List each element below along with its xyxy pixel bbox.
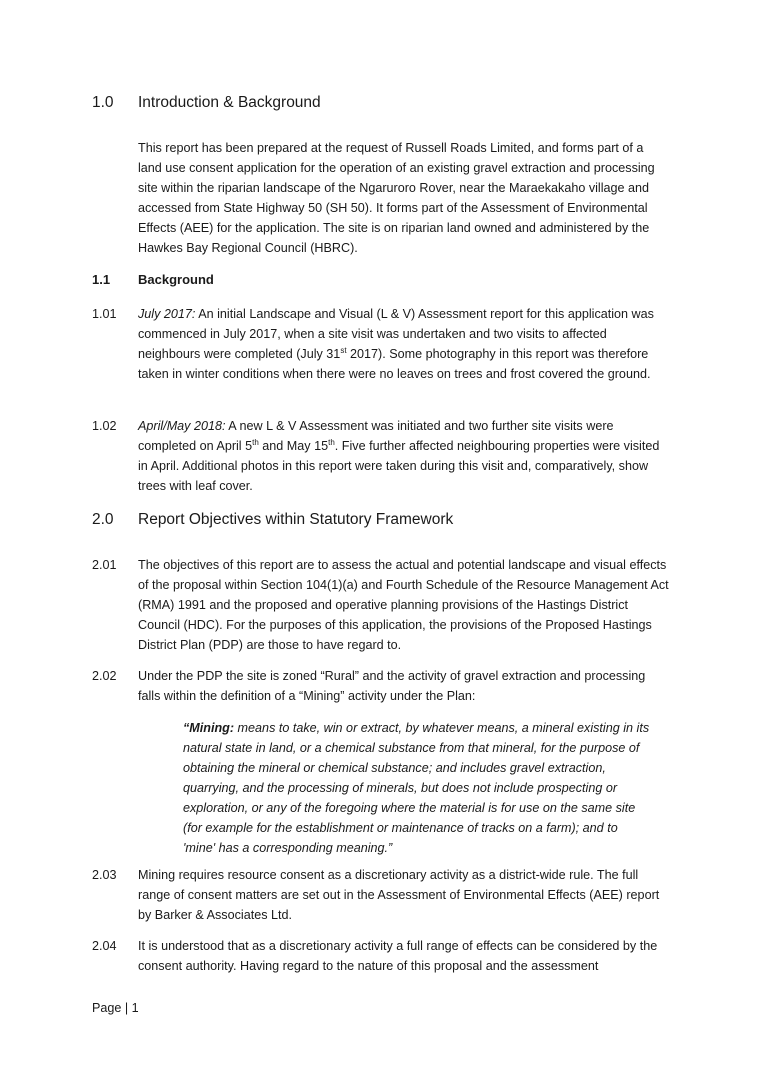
paragraph-1-01 <box>138 304 670 384</box>
paragraph-text: . Five further affected neighbouring properties were visited in April. Additional photos in this report were taken during this visit and, comparatively, show trees with leaf cover. <box>138 439 660 493</box>
paragraph-1-02 <box>138 416 670 496</box>
paragraph-lead: July 2017: <box>138 307 196 321</box>
paragraph-number: 2.02 <box>92 669 117 683</box>
paragraph-text: 2017). Some photography in this report was therefore taken in winter conditions when there were no leaves on trees and frost covered the ground. <box>138 347 651 381</box>
paragraph-2-03: Mining requires resource consent as a discretionary activity as a district-wide rule. The full range of consent matters are set out in the Assessment of Environmental Effects (AEE) report by Barker & Associates Ltd. <box>138 868 660 922</box>
paragraph-number: 2.01 <box>92 558 117 572</box>
definition-text: means to take, win or extract, by whatever means, a mineral existing in its natural state in land, or a chemical substance from that mineral, for the purpose of obtaining the mineral or chemical substance; and includes gravel extraction, quarrying, and the processing of minerals, but does not include prospecting or exploration, or any of the foregoing where the material is for use on the same site (for example for the establishment or maintenance of tracks on a farm); and to 'mine' has a corresponding meaning.” <box>183 721 650 855</box>
section-title: Introduction & Background <box>138 94 321 111</box>
subsection-title: Background <box>138 272 214 287</box>
subsection-number: 1.1 <box>92 272 111 287</box>
intro-paragraph: This report has been prepared at the request of Russell Roads Limited, and forms part of a land use consent application for the operation of an existing gravel extraction and processing site within the riparian landscape of the Ngaruroro Rover, near the Maraekakaho village and accessed from State Highway 50 (SH 50). It forms part of the Assessment of Environmental Effects (AEE) for the application. The site is on riparian land owned and administered by the Hawkes Bay Regional Council (HBRC). <box>138 141 655 255</box>
paragraph-number: 2.04 <box>92 939 117 953</box>
section-number: 1.0 <box>92 94 114 111</box>
paragraph-number: 1.01 <box>92 307 117 321</box>
paragraph-number: 2.03 <box>92 868 117 882</box>
page-number-footer: Page | 1 <box>92 1001 139 1015</box>
paragraph-text: and May 15 <box>258 439 329 453</box>
paragraph-text: A new L & V Assessment was initiated and two further site visits were completed on April 5 <box>138 419 614 453</box>
superscript: st <box>340 345 347 355</box>
definition-quote <box>183 718 653 858</box>
superscript: th <box>328 437 335 447</box>
paragraph-lead: April/May 2018: <box>138 419 226 433</box>
paragraph-2-02: Under the PDP the site is zoned “Rural” and the activity of gravel extraction and processing falls within the definition of a “Mining” activity under the Plan: <box>138 669 646 703</box>
section-number: 2.0 <box>92 511 114 528</box>
superscript: th <box>252 437 259 447</box>
section-title: Report Objectives within Statutory Framework <box>138 511 454 528</box>
paragraph-2-01: The objectives of this report are to assess the actual and potential landscape and visual effects of the proposal within Section 104(1)(a) and Fourth Schedule of the Resource Management Act (RMA) 1991 and the proposed and operative planning provisions of the Hastings District Council (HDC). For the purposes of this application, the provisions of the Proposed Hastings District Plan (PDP) are those to have regard to. <box>138 558 669 652</box>
defined-term: “Mining: <box>183 721 235 735</box>
paragraph-number: 1.02 <box>92 419 117 433</box>
paragraph-text: An initial Landscape and Visual (L & V) Assessment report for this application was commenced in July 2017, when a site visit was undertaken and two visits to affected neighbours were completed (July 31 <box>138 307 654 361</box>
paragraph-2-04: It is understood that as a discretionary activity a full range of effects can be considered by the consent authority. Having regard to the nature of this proposal and the assessment <box>138 939 658 973</box>
subsection-heading <box>92 270 214 290</box>
